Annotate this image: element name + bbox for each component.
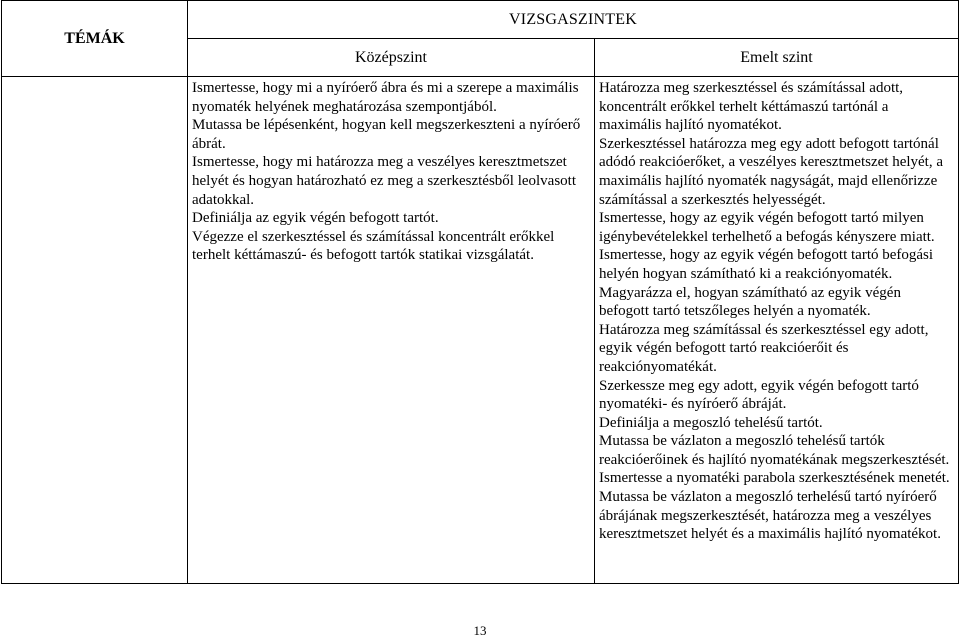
- emelt-item: Szerkesztéssel határozza meg egy adott befogott tartónál adódó reakcióerőket, a veszélyes keresztmetszet helyét, a maximális hajlító nyomaték nagyságát, majd ellenőrizze számítással a szerkesztés helyességét.: [599, 135, 943, 208]
- kozepszint-item: Ismertesse, hogy mi határozza meg a veszélyes keresztmetszet helyét és hogyan határozható ez meg a szerkesztésből leolvasott adatokkal.: [192, 154, 577, 208]
- header-vizsgaszintek: VIZSGASZINTEK: [188, 1, 959, 39]
- header-kozepszint: Középszint: [188, 39, 595, 77]
- kozepszint-item: Ismertesse, hogy mi a nyíróerő ábra és mi a szerepe a maximális nyomaték helyének meghatározása szempontjából.: [192, 80, 579, 115]
- exam-topics-table: [1, 0, 959, 584]
- emelt-item: Ismertesse a nyomatéki parabola szerkesztésének menetét.: [599, 470, 950, 487]
- emelt-item: Definiálja a megoszló tehelésű tartót.: [599, 414, 823, 431]
- topic-cell: [2, 77, 188, 584]
- kozepszint-item: Definiálja az egyik végén befogott tartót.: [192, 210, 439, 227]
- kozepszint-item: Végezze el szerkesztéssel és számítással koncentrált erőkkel terhelt kéttámaszú- és befogott tartók statikai vizsgálatát.: [192, 228, 555, 264]
- page-number: 13: [473, 623, 487, 638]
- header-emelt-szint: Emelt szint: [595, 39, 959, 77]
- kozepszint-item: Mutassa be lépésenként, hogyan kell megszerkeszteni a nyíróerő ábrát.: [192, 117, 581, 152]
- emelt-item: Szerkessze meg egy adott, egyik végén befogott tartó nyomatéki- és nyíróerő ábráját.: [599, 377, 919, 413]
- emelt-szint-cell: [595, 77, 959, 584]
- emelt-item: Ismertesse, hogy az egyik végén befogott tartó milyen igénybevételekkel terhelhető a befogás kényszere miatt.: [599, 210, 935, 245]
- emelt-item: Határozza meg számítással és szerkesztéssel egy adott, egyik végén befogott tartó reakcióerőit és reakciónyomatékát.: [599, 321, 929, 375]
- emelt-item: Mutassa be vázlaton a megoszló terhelésű tartó nyíróerő ábrájának megszerkesztését, határozza meg a veszélyes keresztmetszet helyét és a maximális hajlító nyomatékot.: [599, 489, 941, 543]
- header-temak: TÉMÁK: [2, 1, 188, 77]
- emelt-item: Határozza meg szerkesztéssel és számítással adott, koncentrált erőkkel terhelt kéttámaszú tartónál a maximális hajlító nyomatékot.: [599, 80, 904, 134]
- emelt-item: Ismertesse, hogy az egyik végén befogott tartó befogási helyén hogyan számítható ki a reakciónyomaték.: [599, 247, 934, 282]
- emelt-item: Mutassa be vázlaton a megoszló tehelésű tartók reakcióerőinek és hajlító nyomatékának megszerkesztését.: [599, 433, 950, 468]
- kozepszint-cell: [188, 77, 595, 584]
- emelt-item: Magyarázza el, hogyan számítható az egyik végén befogott tartó tetszőleges helyén a nyomaték.: [599, 284, 901, 320]
